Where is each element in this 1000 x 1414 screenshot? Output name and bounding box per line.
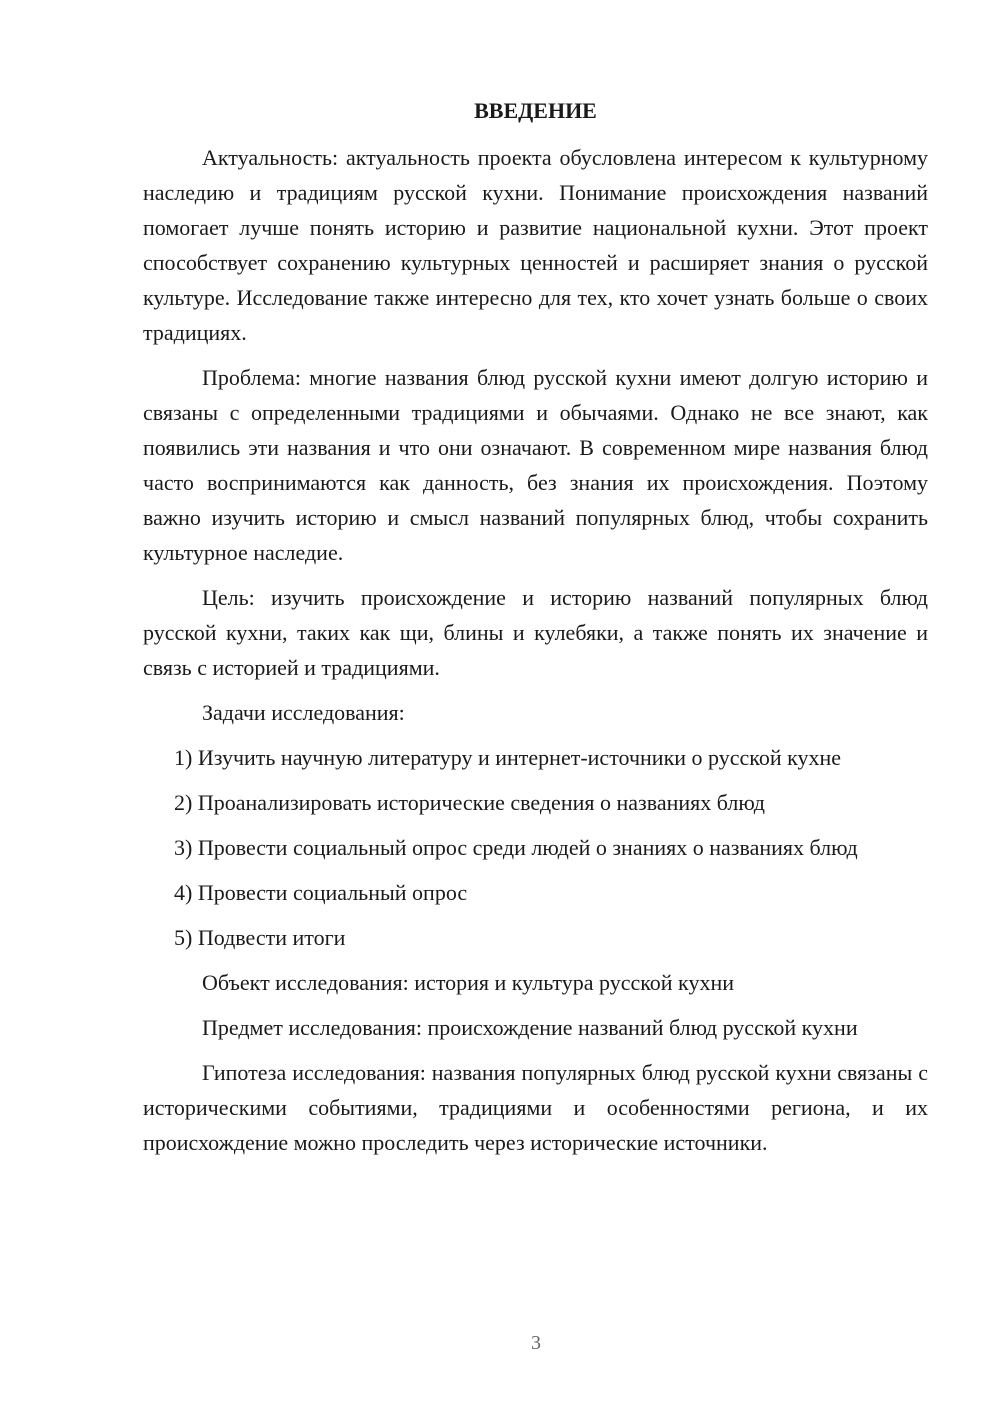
- goal-paragraph: Цель: изучить происхождение и историю названий популярных блюд русской кухни, таких как щи, блины и кулебяки, а также понять их значение и связь с историей и традициями.: [143, 585, 928, 680]
- relevance-paragraph: Актуальность: актуальность проекта обусловлена интересом к культурному наследию и традициям русской кухни. Понимание происхождения названий помогает лучше понять историю и развитие национальной кухни. Этот проект способствует сохранению культурных ценностей и расширяет знания о русской культуре. Исследование также интересно для тех, кто хочет узнать больше о своих традициях.: [143, 145, 928, 345]
- problem-paragraph: Проблема: многие названия блюд русской кухни имеют долгую историю и связаны с определенными традициями и обычаями. Однако не все знают, как появились эти названия и что они означают. В современном мире названия блюд часто воспринимаются как данность, без знания их происхождения. Поэтому важно изучить историю и смысл названий популярных блюд, чтобы сохранить культурное наследие.: [143, 365, 928, 565]
- page-number: 3: [531, 1332, 541, 1354]
- subject-paragraph: Предмет исследования: происхождение названий блюд русской кухни: [202, 1015, 858, 1040]
- hypothesis-paragraph: Гипотеза исследования: названия популярных блюд русской кухни связаны с историческими событиями, традициями и особенностями региона, и их происхождение можно проследить через исторические источники.: [143, 1060, 928, 1155]
- task-item-4: 4) Провести социальный опрос: [174, 880, 468, 905]
- task-item-3: 3) Провести социальный опрос среди людей о знаниях о названиях блюд: [174, 835, 858, 860]
- task-item-5: 5) Подвести итоги: [174, 925, 346, 950]
- section-heading: ВВЕДЕНИЕ: [474, 98, 597, 123]
- document-page: [143, 96, 928, 1160]
- tasks-title: Задачи исследования:: [202, 700, 405, 725]
- task-item-2: 2) Проанализировать исторические сведения о названиях блюд: [174, 790, 765, 815]
- task-item-1: 1) Изучить научную литературу и интернет-источники о русской кухне: [174, 745, 842, 770]
- object-paragraph: Объект исследования: история и культура русской кухни: [202, 970, 734, 995]
